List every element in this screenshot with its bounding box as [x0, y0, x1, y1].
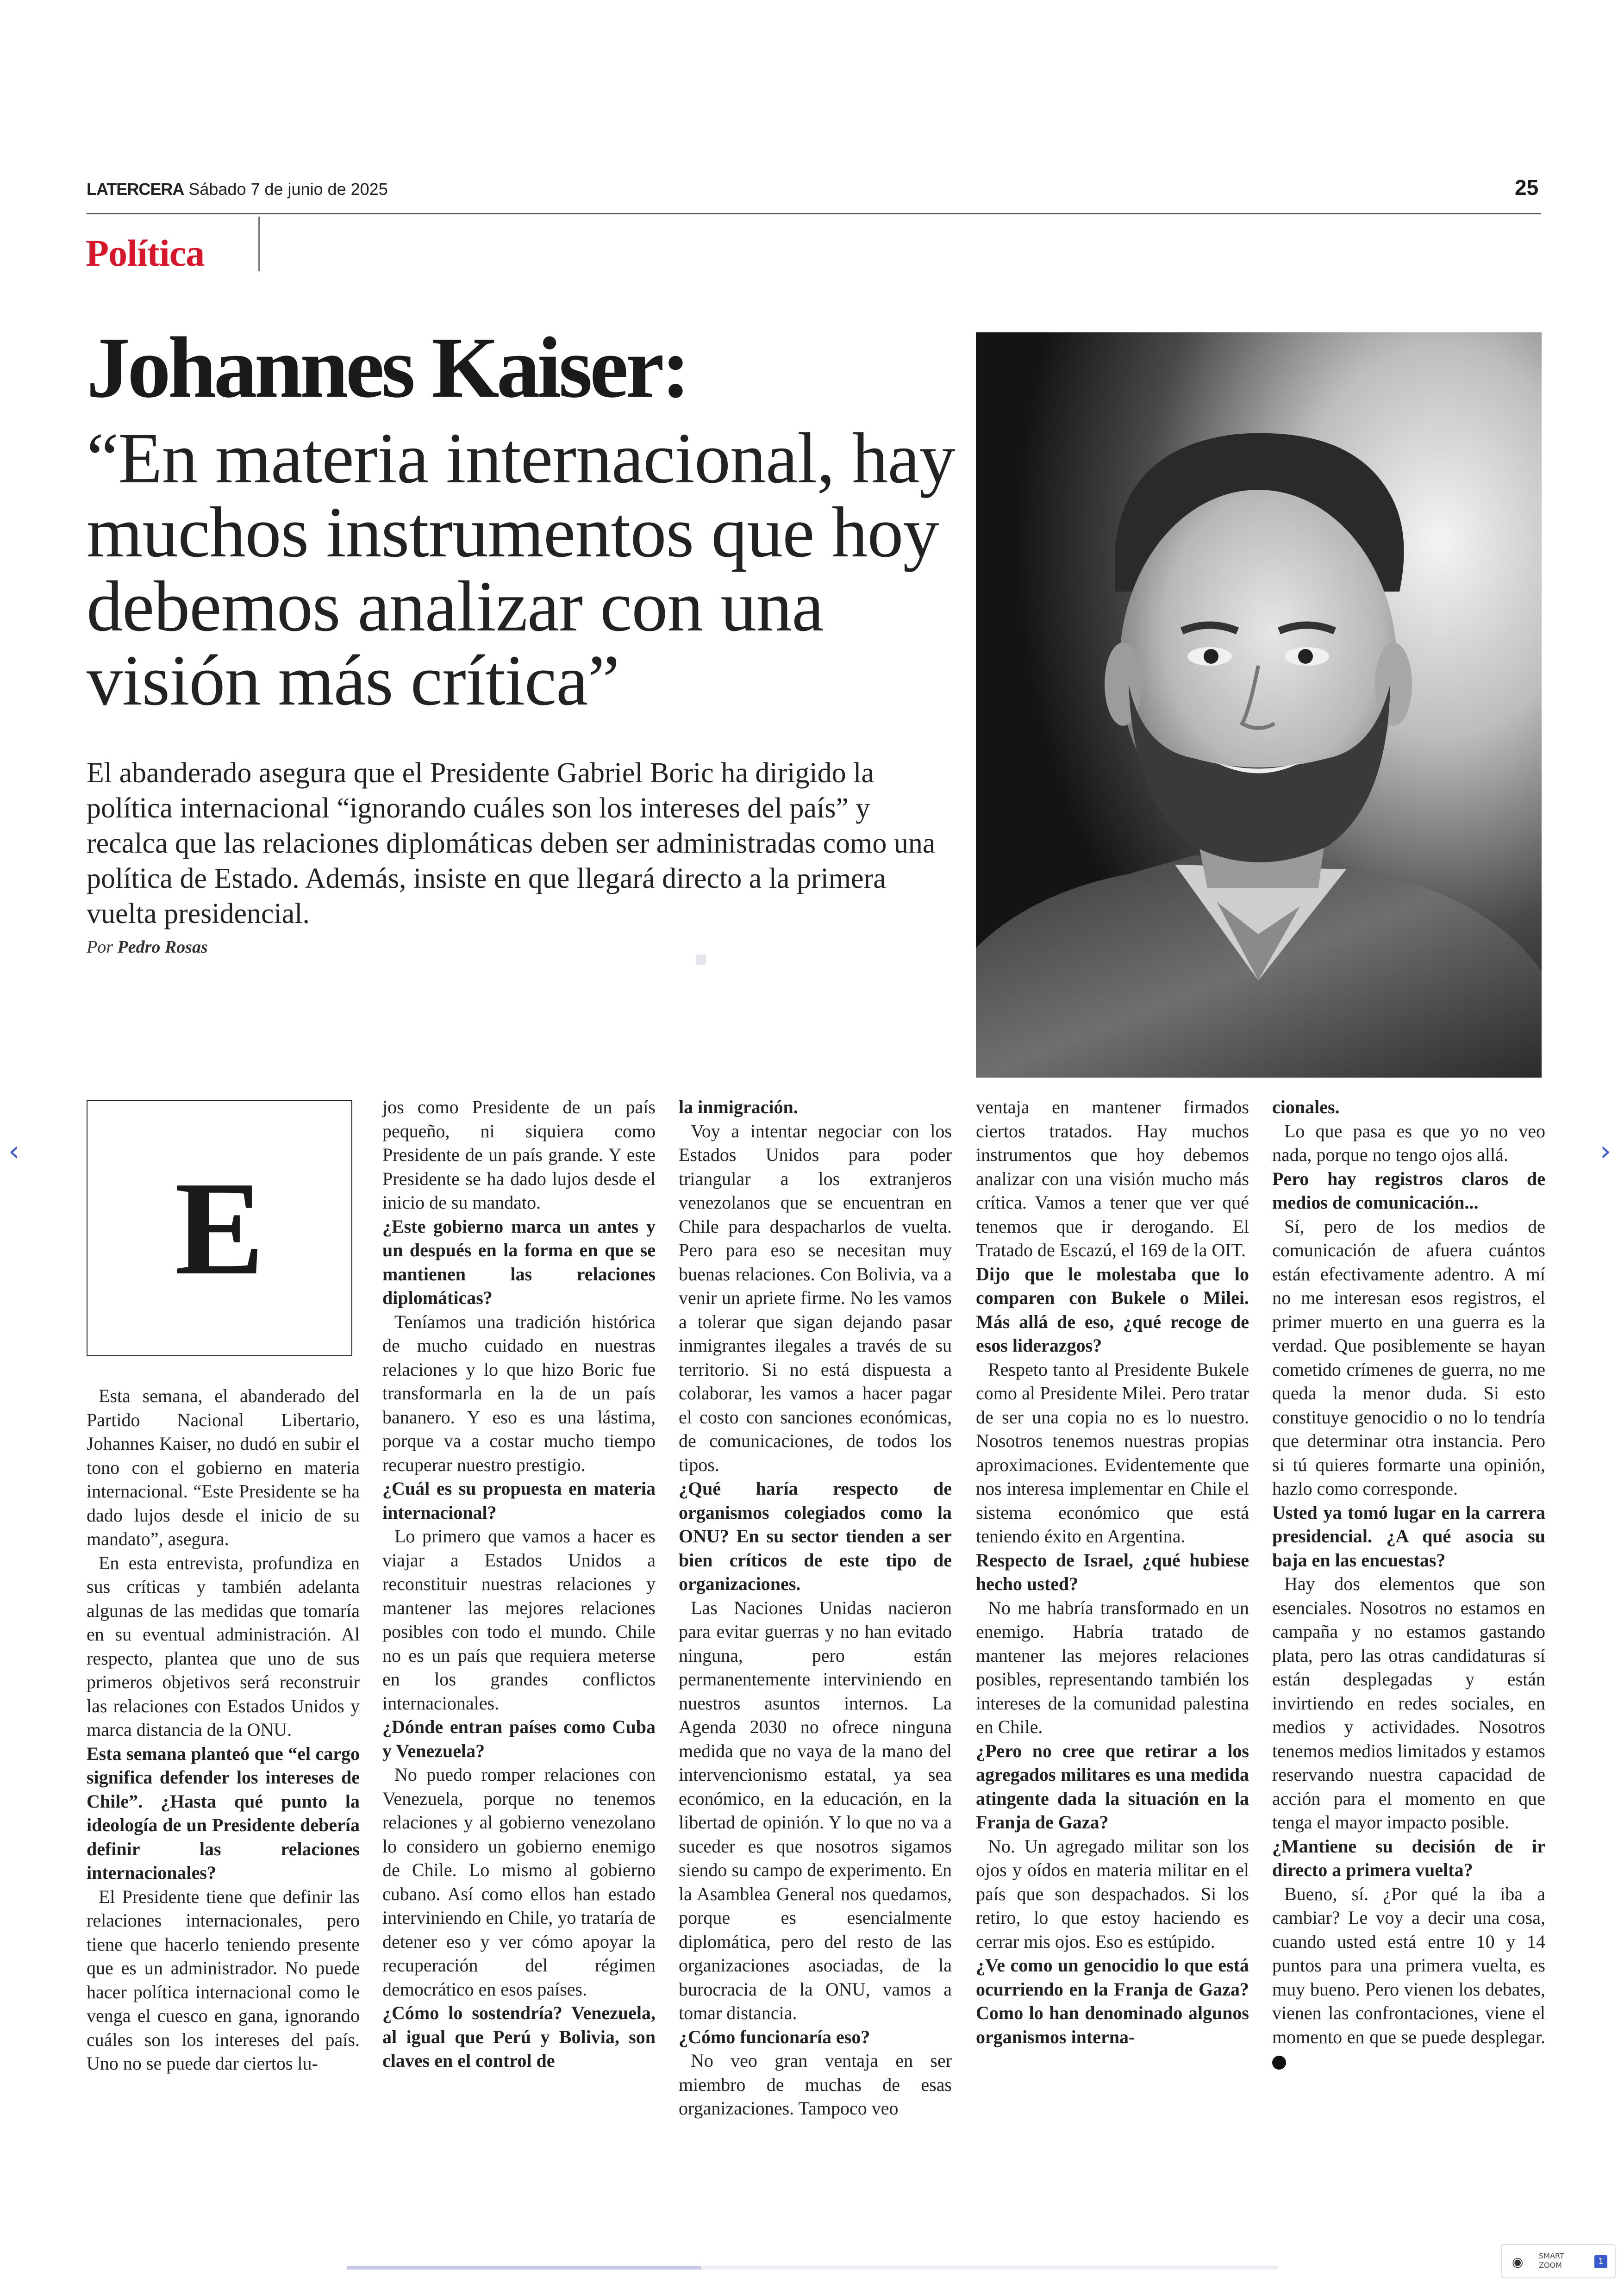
interview-question: Pero hay registros claros de medios de comunicación...: [1272, 1168, 1545, 1213]
paragraph: Teníamos una tradición histórica de mucho cuidado en nuestras relaciones y lo que hizo Boric fue transformarla en la de un país bananero. Y eso es una lástima, porque va a costar mucho tiempo recuperar nuestro prestigio.: [382, 1311, 656, 1475]
smart-zoom-label: SMART ZOOM: [1539, 2251, 1564, 2270]
header-rule: [87, 213, 1541, 214]
interview-question: Dijo que le molestaba que lo comparen con Bukele o Milei. Más allá de eso, ¿qué recoge de esos liderazgos?: [976, 1263, 1249, 1356]
interview-question: ¿Este gobierno marca un antes y un después en la forma en que se mantienen las relaciones diplomáticas?: [382, 1216, 656, 1308]
paragraph: Lo que pasa es que yo no veo nada, porque no tengo ojos allá.: [1272, 1120, 1545, 1165]
paragraph: No. Un agregado militar son los ojos y oídos en materia militar en el país que son despachados. Si los retiro, lo que estoy haciendo es cerrar mis ojos. Eso es estúpido.: [976, 1835, 1249, 1952]
closing-paragraph: Bueno, sí. ¿Por qué la iba a cambiar? Le voy a decir una cosa, cuando usted está entre 10 y 14 puntos para una primera vuelta, es muy bueno. Pero vienen los debates, vienen las confrontaciones, viene el momento en que se puede desplegar.: [1272, 1883, 1545, 2047]
interview-question: ¿Ve como un genocidio lo que está ocurriendo en la Franja de Gaza? Como lo han denominado algunos organismos interna-: [976, 1955, 1249, 2047]
body-column-3: [679, 1095, 952, 2120]
zoom-count-badge: 1: [1594, 2255, 1607, 2268]
smart-zoom-button[interactable]: [1501, 2244, 1616, 2278]
interview-question: ¿Mantiene su decisión de ir directo a primera vuelta?: [1272, 1835, 1545, 1880]
eye-icon: ◉: [1512, 2254, 1524, 2270]
interview-question: cionales.: [1272, 1097, 1340, 1117]
byline: [87, 937, 208, 957]
paragraph: Respeto tanto al Presidente Bukele como al Presidente Milei. Pero tratar de ser una copia no es lo nuestro. Nosotros tenemos nuestras propias aproximaciones. Evidentemente que nos interesa implementar en Chile el sistema económico que está teniendo éxito en Argentina.: [976, 1359, 1249, 1547]
interview-question: ¿Cómo funcionaría eso?: [679, 2026, 870, 2047]
paragraph: Hay dos elementos que son esenciales. Nosotros no estamos en campaña y no estamos gastando plata, pero las otras candidaturas sí están desplegadas y están invirtiendo en redes sociales, en medios y actividades. Nosotros tenemos medios limitados y estamos reservando nuestra capacidad de acción para el momento en que tenga el mayor impacto posible.: [1272, 1573, 1545, 1833]
image-marker-icon: [696, 954, 706, 965]
paragraph: jos como Presidente de un país pequeño, ni siquiera como Presidente de un país grande. Y este Presidente se ha dado lujos desde el inicio de su mandato.: [382, 1097, 656, 1213]
paragraph: Voy a intentar negociar con los Estados Unidos para poder triangular a los extranjeros venezolanos que se encuentran en Chile para despacharlos de vuelta. Pero para eso se necesitan muy buenas relaciones. Con Bolivia, va a venir un apriete firme. No les vamos a tolerar que sigan dejando pasar inmigrantes ilegales a través de su territorio. Si no está dispuesta a colaborar, les vamos a hacer pagar el costo con sanciones económicas, de comunicaciones, de todos los tipos.: [679, 1120, 952, 1475]
paragraph: Lo primero que vamos a hacer es viajar a Estados Unidos a reconstituir nuestras relaciones y mantener las mejores relaciones posibles con todo el mundo. Chile no es un país que requiera meterse en los grandes conflictos internacionales.: [382, 1526, 656, 1714]
paragraph: El Presidente tiene que definir las relaciones internacionales, pero tiene que hacerlo teniendo presente que es un administrador. No puede hacer política internacional como le venga el cuesco en gana, ignorando cuáles son los intereses del país. Uno no se puede dar ciertos lu-: [87, 1886, 360, 2074]
interview-question: ¿Dónde entran países como Cuba y Venezuela?: [382, 1716, 656, 1761]
paragraph: Esta semana, el abanderado del Partido Nacional Libertario, Johannes Kaiser, no dudó en subir el tono con el gobierno en materia internacional. “Este Presidente se ha dado lujos desde el inicio de su mandato”, asegura.: [87, 1385, 360, 1549]
issue-date: Sábado 7 de junio de 2025: [188, 180, 388, 199]
paragraph: En esta entrevista, profundiza en sus críticas y también adelanta algunas de las medidas que tomaría en su eventual administración. Al respecto, plantea que uno de sus primeros objetivos será reconstruir las relaciones con Estados Unidos y marca distancia de la ONU.: [87, 1552, 360, 1740]
paragraph: ventaja en mantener firmados ciertos tratados. Hay muchos instrumentos que hoy debemos analizar con una visión mucho más crítica. Vamos a tener que ver qué tenemos que ir derogando. El Tratado de Escazú, el 169 de la OIT.: [976, 1097, 1249, 1260]
paragraph: No puedo romper relaciones con Venezuela, porque no tenemos relaciones y al gobierno venezolano lo considero un gobierno enemigo de Chile. Lo mismo al gobierno cubano. Así como ellos han estado interviniendo en Chile, yo trataría de detener eso y ver cómo apoyar la recuperación del régimen democrático en esos países.: [382, 1764, 656, 2000]
masthead: [87, 180, 388, 199]
interview-question: Respecto de Israel, ¿qué hubiese hecho usted?: [976, 1549, 1249, 1594]
interview-question: ¿Cómo lo sostendría? Venezuela, al igual que Perú y Bolivia, son claves en el control de: [382, 2002, 656, 2071]
body-column-1: [87, 1384, 360, 2076]
page-number: 25: [1515, 175, 1539, 200]
paragraph: No veo gran ventaja en ser miembro de muchas de esas organizaciones. Tampoco veo: [679, 2050, 952, 2119]
headline-name: Johannes Kaiser:: [87, 319, 688, 416]
byline-author: Pedro Rosas: [117, 937, 208, 957]
headline-quote: “En materia internacional, hay muchos instrumentos que hoy debemos analizar con una visión más crítica”: [87, 418, 955, 720]
chevron-left-icon[interactable]: ‹: [8, 1135, 19, 1167]
interview-question: Esta semana planteó que “el cargo significa defender los intereses de Chile”. ¿Hasta qué punto la ideología de un Presidente debería definir las relaciones internacionales?: [87, 1743, 360, 1883]
chevron-right-icon[interactable]: ›: [1600, 1135, 1611, 1167]
paragraph: No me habría transformado en un enemigo. Habría tratado de mantener las mejores relaciones posibles, representando también los intereses de la comunidad palestina en Chile.: [976, 1597, 1249, 1737]
body-column-5: [1272, 1095, 1545, 2073]
article-lede: El abanderado asegura que el Presidente Gabriel Boric ha dirigido la política internacional “ignorando cuáles son los intereses del país” y recalca que las relaciones diplomáticas deben ser administradas como una política de Estado. Además, insiste en que llegará directo a la primera vuelta presidencial.: [87, 757, 936, 929]
interview-question: ¿Pero no cree que retirar a los agregados militares es una medida atingente dada la situación en la Franja de Gaza?: [976, 1740, 1249, 1833]
drop-cap: E: [175, 1154, 264, 1303]
section-label: Política: [86, 232, 205, 274]
reading-progress-fill: [347, 2266, 701, 2270]
portrait-photo: [976, 332, 1542, 1078]
section-divider: [258, 217, 260, 271]
brand-name: LATERCERA: [87, 180, 184, 199]
body-column-4: [976, 1095, 1249, 2049]
interview-question: la inmigración.: [679, 1097, 798, 1117]
body-column-2: [382, 1095, 656, 2073]
paragraph: Sí, pero de los medios de comunicación de afuera cuántos están efectivamente adentro. A mí no me interesan esos registros, el primer muerto en una guerra es la verdad. Que posiblemente se hayan cometido crímenes de guerra, no me queda la menor duda. Si esto constituye genocidio o no lo tendría que determinar otra instancia. Pero si tú quieres formarte una opinión, hazlo como corresponde.: [1272, 1216, 1545, 1499]
byline-prefix: Por: [87, 937, 113, 957]
interview-question: ¿Cuál es su propuesta en materia internacional?: [382, 1478, 656, 1523]
interview-question: Usted ya tomó lugar en la carrera presidencial. ¿A qué asocia su baja en las encuestas?: [1272, 1502, 1545, 1571]
interview-question: ¿Qué haría respecto de organismos colegiados como la ONU? En su sector tienden a ser bien críticos de este tipo de organizaciones.: [679, 1478, 952, 1594]
portrait-illustration: [976, 332, 1542, 1078]
end-mark-icon: [1272, 2056, 1286, 2070]
paragraph: [1272, 1882, 1545, 2073]
paragraph: Las Naciones Unidas nacieron para evitar guerras y no han evitado ninguna, pero están permanentemente interviniendo en nuestros asuntos internos. La Agenda 2030 no ofrece ninguna medida que no vaya de la mano del intervencionismo estatal, ya sea económico, en la educación, en la libertad de opinión. Y lo que no va a suceder es que nosotros sigamos siendo su campo de experimento. En la Asamblea General nos quedamos, porque es esencialmente diplomática, pero del resto de las organizaciones asociadas, de la burocracia de la ONU, vamos a tomar distancia.: [679, 1597, 952, 2023]
